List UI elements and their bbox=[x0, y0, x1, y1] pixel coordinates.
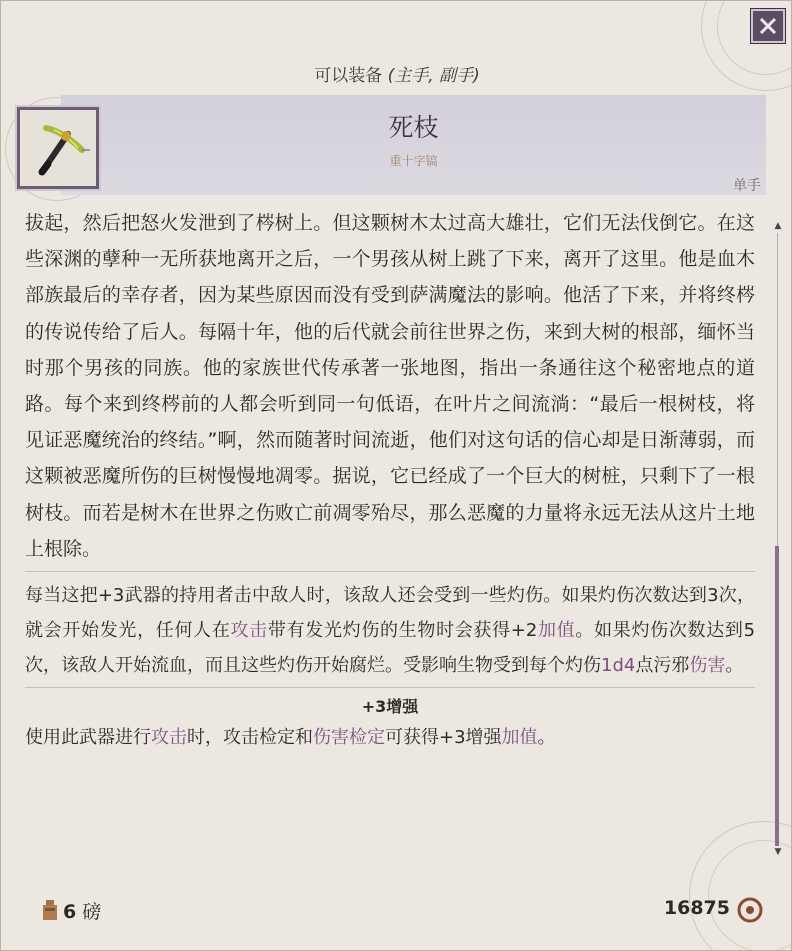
enh-attack-keyword-link[interactable]: 攻击 bbox=[151, 727, 187, 749]
weight-label bbox=[63, 897, 101, 924]
equip-slots-line bbox=[1, 61, 792, 86]
enh-text-3: 可获得+3增强 bbox=[385, 727, 502, 749]
dice-keyword: 1d4 bbox=[601, 655, 636, 677]
weight-unit: 磅 bbox=[82, 901, 102, 923]
weapon-effect-text bbox=[25, 578, 755, 683]
attack-keyword-link[interactable]: 攻击 bbox=[230, 620, 268, 642]
handedness-label: 单手 bbox=[733, 178, 761, 194]
enhancement-title: +3增强 bbox=[361, 697, 419, 717]
item-type: 重十字镐 bbox=[389, 154, 438, 168]
equip-slots: (主手, 副手) bbox=[387, 66, 480, 86]
weight-icon bbox=[41, 899, 59, 921]
section-divider bbox=[25, 687, 755, 688]
effect-text-1: 每当这把+3武器的持用者击中敌人时，该敌人还会受到一些灼伤。如果灼伤次数达到3次，就会开始发光，任何人在 bbox=[25, 585, 755, 642]
scroll-down-arrow[interactable]: ▼ bbox=[774, 847, 782, 857]
lore-text: 拔起，然后把怒火发泄到了梣树上。但这颗树木太过高大雄壮，它们无法伐倒它。在这些深渊的孽种一无所获地离开之后，一个男孩从树上跳了下来，离开了这里。他是血木部族最后的幸存者，因为某些原因而没有受到萨满魔法的影响。他活了下来，并将终梣的传说传给了后人。每隔十年，他的后代就会前往世界之伤，来到大树的根部，缅怀当时那个男孩的同族。他的家族世代传承著一张地图，指出一条通往这个秘密地点的道路。每个来到终梣前的人都会听到同一句低语，在叶片之间流淌：“最后一根树枝，将见证恶魔统治的终结。”啊，然而随著时间流逝，他们对这句话的信心却是日渐薄弱，而这颗被恶魔所伤的巨树慢慢地凋零。据说，它已经成了一个巨大的树桩，只剩下了一根树枝。而若是树木在世界之伤败亡前凋零殆尽，那么恶魔的力量将永远无法从这片土地上根除。 bbox=[25, 212, 755, 560]
enh-text-2: 时，攻击检定和 bbox=[187, 727, 313, 749]
weight-value: 6 bbox=[63, 901, 77, 923]
scrollbar-thumb[interactable] bbox=[775, 546, 779, 846]
damage-keyword-link[interactable]: 伤害 bbox=[689, 655, 726, 677]
effect-text-2: 带有发光灼伤的生物时会获得+2 bbox=[267, 620, 538, 642]
enh-text-1: 使用此武器进行 bbox=[25, 727, 151, 749]
price-value: 16875 bbox=[663, 897, 730, 919]
coin-icon bbox=[737, 897, 763, 923]
enh-text-4: 。 bbox=[537, 727, 556, 749]
item-name: 死枝 bbox=[388, 113, 439, 142]
enhancement-text bbox=[25, 721, 755, 755]
scroll-up-arrow[interactable]: ▲ bbox=[774, 221, 782, 231]
effect-text-4: 点污邪 bbox=[635, 655, 690, 677]
bonus-keyword-link[interactable]: 加值 bbox=[537, 620, 576, 642]
close-icon bbox=[753, 11, 783, 41]
effect-text-3: 。如果灼伤次数达到5次，该敌人开始流血，而且这些灼伤开始腐烂。受影响生物受到每个灼伤 bbox=[25, 620, 755, 677]
damage-roll-keyword-link[interactable]: 伤害检定 bbox=[313, 727, 385, 749]
equip-label: 可以装备 bbox=[314, 66, 383, 86]
section-divider bbox=[25, 571, 755, 572]
enh-bonus-keyword-link[interactable]: 加值 bbox=[501, 727, 538, 749]
description-scroll-area[interactable] bbox=[25, 203, 755, 863]
effect-text-5: 。 bbox=[725, 655, 744, 677]
close-button[interactable] bbox=[751, 9, 785, 43]
